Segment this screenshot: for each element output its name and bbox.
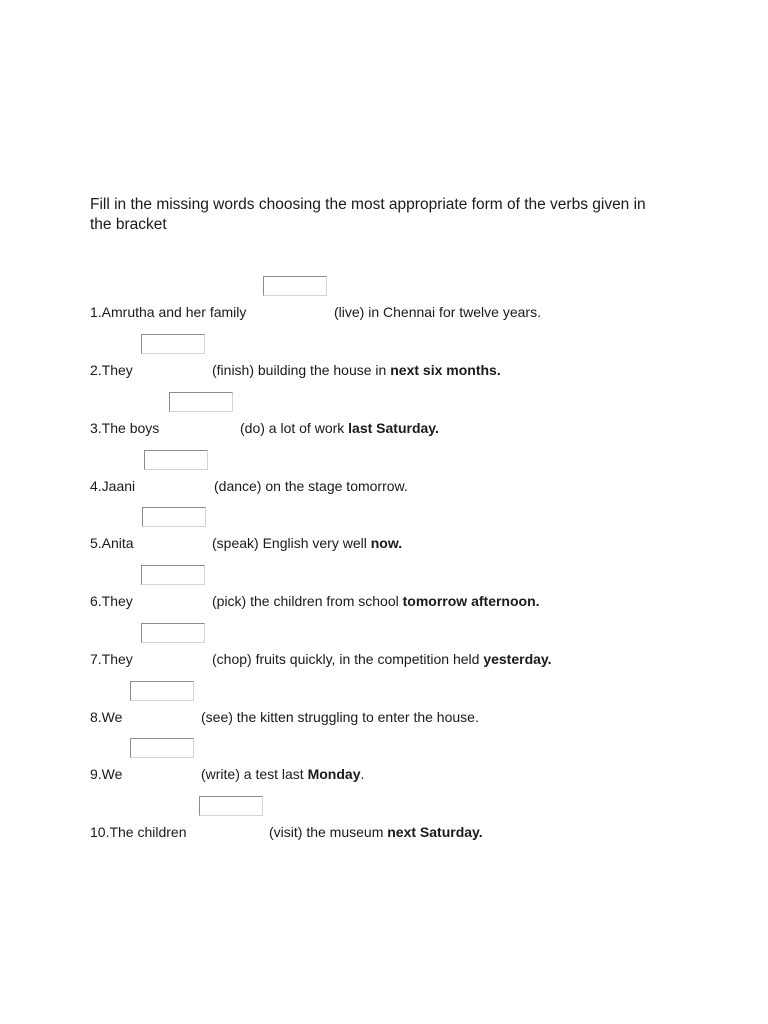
verb-text: (write) a test last bbox=[201, 766, 304, 782]
question-verb-phrase bbox=[212, 535, 402, 551]
time-emphasis: yesterday. bbox=[483, 651, 552, 667]
verb-text: (visit) the museum bbox=[269, 824, 384, 840]
question-3 bbox=[90, 392, 690, 442]
answer-input-4[interactable] bbox=[144, 450, 208, 470]
answer-input-9[interactable] bbox=[130, 738, 194, 758]
answer-input-2[interactable] bbox=[141, 334, 205, 354]
verb-text: (do) a lot of work bbox=[240, 420, 345, 436]
verb-text: (pick) the children from school bbox=[212, 593, 399, 609]
question-verb-phrase bbox=[269, 824, 483, 840]
question-1 bbox=[90, 276, 690, 326]
question-prefix: 6.They bbox=[90, 593, 133, 609]
question-prefix: 1.Amrutha and her family bbox=[90, 304, 247, 320]
question-verb-phrase bbox=[201, 766, 364, 782]
question-verb-phrase bbox=[212, 651, 552, 667]
time-emphasis: last Saturday. bbox=[348, 420, 439, 436]
question-verb-phrase bbox=[201, 709, 479, 725]
question-6 bbox=[90, 565, 690, 615]
question-prefix: 7.They bbox=[90, 651, 133, 667]
instructions-text: Fill in the missing words choosing the most appropriate form of the verbs given in the bracket bbox=[90, 196, 646, 233]
question-verb-phrase bbox=[334, 304, 541, 320]
time-emphasis: Monday bbox=[307, 766, 361, 782]
question-verb-phrase bbox=[212, 593, 540, 609]
question-prefix: 2.They bbox=[90, 362, 133, 378]
question-prefix: 5.Anita bbox=[90, 535, 134, 551]
question-10 bbox=[90, 796, 690, 846]
question-prefix: 4.Jaani bbox=[90, 478, 136, 494]
answer-input-10[interactable] bbox=[199, 796, 263, 816]
answer-input-6[interactable] bbox=[141, 565, 205, 585]
question-2 bbox=[90, 334, 690, 384]
answer-input-7[interactable] bbox=[141, 623, 205, 643]
question-7 bbox=[90, 623, 690, 673]
verb-text: (speak) English very well bbox=[212, 535, 367, 551]
question-verb-phrase bbox=[240, 420, 439, 436]
question-prefix: 9.We bbox=[90, 766, 123, 782]
question-prefix: 3.The boys bbox=[90, 420, 160, 436]
time-emphasis: next Saturday. bbox=[387, 824, 483, 840]
verb-text: (see) the kitten struggling to enter the house. bbox=[201, 709, 479, 725]
answer-input-5[interactable] bbox=[142, 507, 206, 527]
question-9 bbox=[90, 738, 690, 788]
question-verb-phrase bbox=[214, 478, 408, 494]
answer-input-8[interactable] bbox=[130, 681, 194, 701]
question-5 bbox=[90, 507, 690, 557]
question-verb-phrase bbox=[212, 362, 501, 378]
time-emphasis: now. bbox=[370, 535, 403, 551]
answer-input-3[interactable] bbox=[169, 392, 233, 412]
question-prefix: 10.The children bbox=[90, 824, 187, 840]
sentence-end: . bbox=[360, 766, 365, 782]
time-emphasis: tomorrow afternoon. bbox=[402, 593, 540, 609]
verb-text: (live) in Chennai for twelve years. bbox=[334, 304, 541, 320]
verb-text: (finish) building the house in bbox=[212, 362, 387, 378]
answer-input-1[interactable] bbox=[263, 276, 327, 296]
question-prefix: 8.We bbox=[90, 709, 123, 725]
question-8 bbox=[90, 681, 690, 731]
time-emphasis: next six months. bbox=[390, 362, 501, 378]
verb-text: (dance) on the stage tomorrow. bbox=[214, 478, 408, 494]
verb-text: (chop) fruits quickly, in the competition held bbox=[212, 651, 480, 667]
question-4 bbox=[90, 450, 690, 500]
